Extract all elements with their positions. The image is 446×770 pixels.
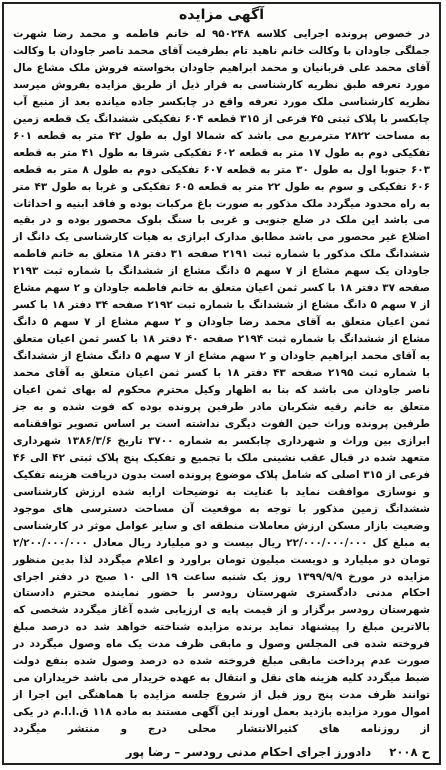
notice-body: در خصوص پرونده اجرایی کلاسه ۹۵۰۲۴۸ له خانم فاطمه و محمد رضا شهرت جملگی جاودان با وکالت خانم ناهید تام بطرفیت آقای محمد ناصر جاودان با وکالت آقای محمد علی قربانیان و محمد ابراهیم جاودان بخواسته فروش ملک مشاع مال مورد تعرفه طبق نظریه کارشناسی به قرار ذیل از طریق مزایده بفروش میرسد نظریه کارشناسی ملک مورد تعرفه واقع در چابکسر جاده میانده بعد از منبع آب چابکسر با پلاک ثبتی ۴۵ فرعی از ۳۱۵ قطعه ۶۰۴ تفکیکی ششدانگ یک قطعه زمین به مساحت ۲۸۲۲ مترمربع می باشد که شمالا اول به طول ۴۲ متر به قطعه ۶۰۱ تفکیکی دوم به طول ۱۷ متر به قطعه ۶۰۲ تفکیکی شرقا به طول ۴۱ متر به قطعه ۶۰۳ جنوبا اول به طول ۳۰ متر به قطعه ۶۰۷ تفکیکی دوم به طول ۸ متر به قطعه ۶۰۶ تفکیکی و سوم به طول ۲۲ متر به قطعه ۶۰۵ تفکیکی و غربا به طول ۴۳ متر به راه محدود میگردد ملک مذکور به صورت باغ مرکبات بوده و فاقد ابنیه و احداثات می باشد این ملک در ضلع جنوبی و غربی با سنگ بلوک محصور بوده و در بقیه اضلاع غیر محصور می باشد مطابق مدارک ابرازی به هیات کارشناسی یک دانگ از ششدانگ ملک مذکور با شماره ثبت ۲۱۹۱ صفحه ۳۱ دفتر ۱۸ متعلق به خانم فاطمه جاودان یک سهم مشاع از ۷ سهم ۵ دانگ مشاع از ششدانگ با شماره ثبت ۲۱۹۳ صفحه ۳۷ دفتر ۱۸ با کسر ثمن اعیان متعلق به خانم فاطمه جاودان و ۲ سهم مشاع از ۷ سهم ۵ دانگ مشاع از ششدانگ با شماره ثبت ۲۱۹۲ صفحه ۳۴ دفتر ۱۸ با کسر ثمن اعیان متعلق به آقای محمد رضا جاودان و ۲ سهم مشاع از ۷ سهم ۵ دانگ مشاع از ششدانگ با شماره ثبت ۲۱۹۴ صفحه ۴۰ دفتر ۱۸ با کسر ثمن اعیان متعلق به آقای محمد ابراهیم جاودان و ۲ سهم مشاع از ۷ سهم ۵ دانگ مشاع از ششدانگ با شماره ثبت ۲۱۹۵ صفحه ۴۳ دفتر ۱۸ با کسر ثمن اعیان متعلق به آقای محمد ناصر جاودان می باشد که بنا به اظهار وکیل محترم محکوم له بهای ثمن اعیان متعلق به خانم رقیه شکربان مادر طرفین پرونده بوده که فوت شده و به جز طرفین پرونده وراث حین الفوت دیگری نداشته است بر اساس تصویر توافقنامه ابرازی بین وراث و شهرداری چابکسر به شماره ۳۷۰۰ تاریخ ۱۳۸۶/۳/۶ شهرداری متعهد شده در قبال عقب نشینی ملک با تجمیع و تفکیک پنج پلاک ثبتی ۴۲ الی ۴۶ فرعی از ۳۱۵ اصلی که شامل پلاک موضوع پرونده است بدون دریافت هزینه تفکیک و نوسازی موافقت نماید با عنایت به توضیحات ارایه شده ارزش کارشناسی ششدانگ زمین مذکور با توجه به موقعیت آن مساحت دسترسی های موجود وضعیت بازار مسکن ارزش معاملات منطقه ای و سایر عوامل موثر در کارشناسی به مبلغ کل ۲۲/۰۰۰/۰۰۰/۰۰۰ ریال بیست و دو میلیارد ریال معادل ۲/۲۰۰/۰۰۰/۰۰۰ تومان دو میلیارد و دویست میلیون تومان براورد و اعلام میگردد لذا بدین منظور مزایده در مورخ ۱۳۹۹/۹/۹ روز یک شنبه ساعت ۱۹ الی ۱۰ صبح در دفتر اجرای احکام مدنی دادگستری شهرستان رودسر با حضور نماینده محترم دادستان شهرستان رودسر برگزار و از قیمت پایه ی ارزیابی شده آغاز میگردد شخصی که بالاترین مبلغ را پیشنهاد نماید برنده مزایده شناخته خواهد شد ده درصد مبلغ فروخته شده فی المجلس وصول و مابقی ظرف مدت یک ماه وصول میگردد در صورت عدم پرداخت مابقی مبلغ فروخته شده ده درصد وصول شده بنفع دولت ضبط میگردد کلیه هزینه های نقل و انتقال به عهده خریدار می باشد خریداران می توانند ظرف مدت پنج روز قبل از شروع جلسه مزایده با هماهنگی این اجرا از اموال مورد مزایده بازدید بعمل اورند این آگهی مستند به ماده ۱۱۸ ق.ا.ا.م در یکی از روزنامه های کثیرالانتشار محلی درج و منتشر میگردد	[13, 28, 431, 736]
notice-signature: دادورز اجرای احکام مدنی رودسر – رضا پور	[125, 745, 372, 759]
notice-frame	[2, 2, 441, 765]
notice-code: ح ۲۰۰۸	[389, 745, 430, 759]
notice-title: آگهی مزایده	[178, 7, 264, 23]
notice-footer	[13, 743, 430, 761]
